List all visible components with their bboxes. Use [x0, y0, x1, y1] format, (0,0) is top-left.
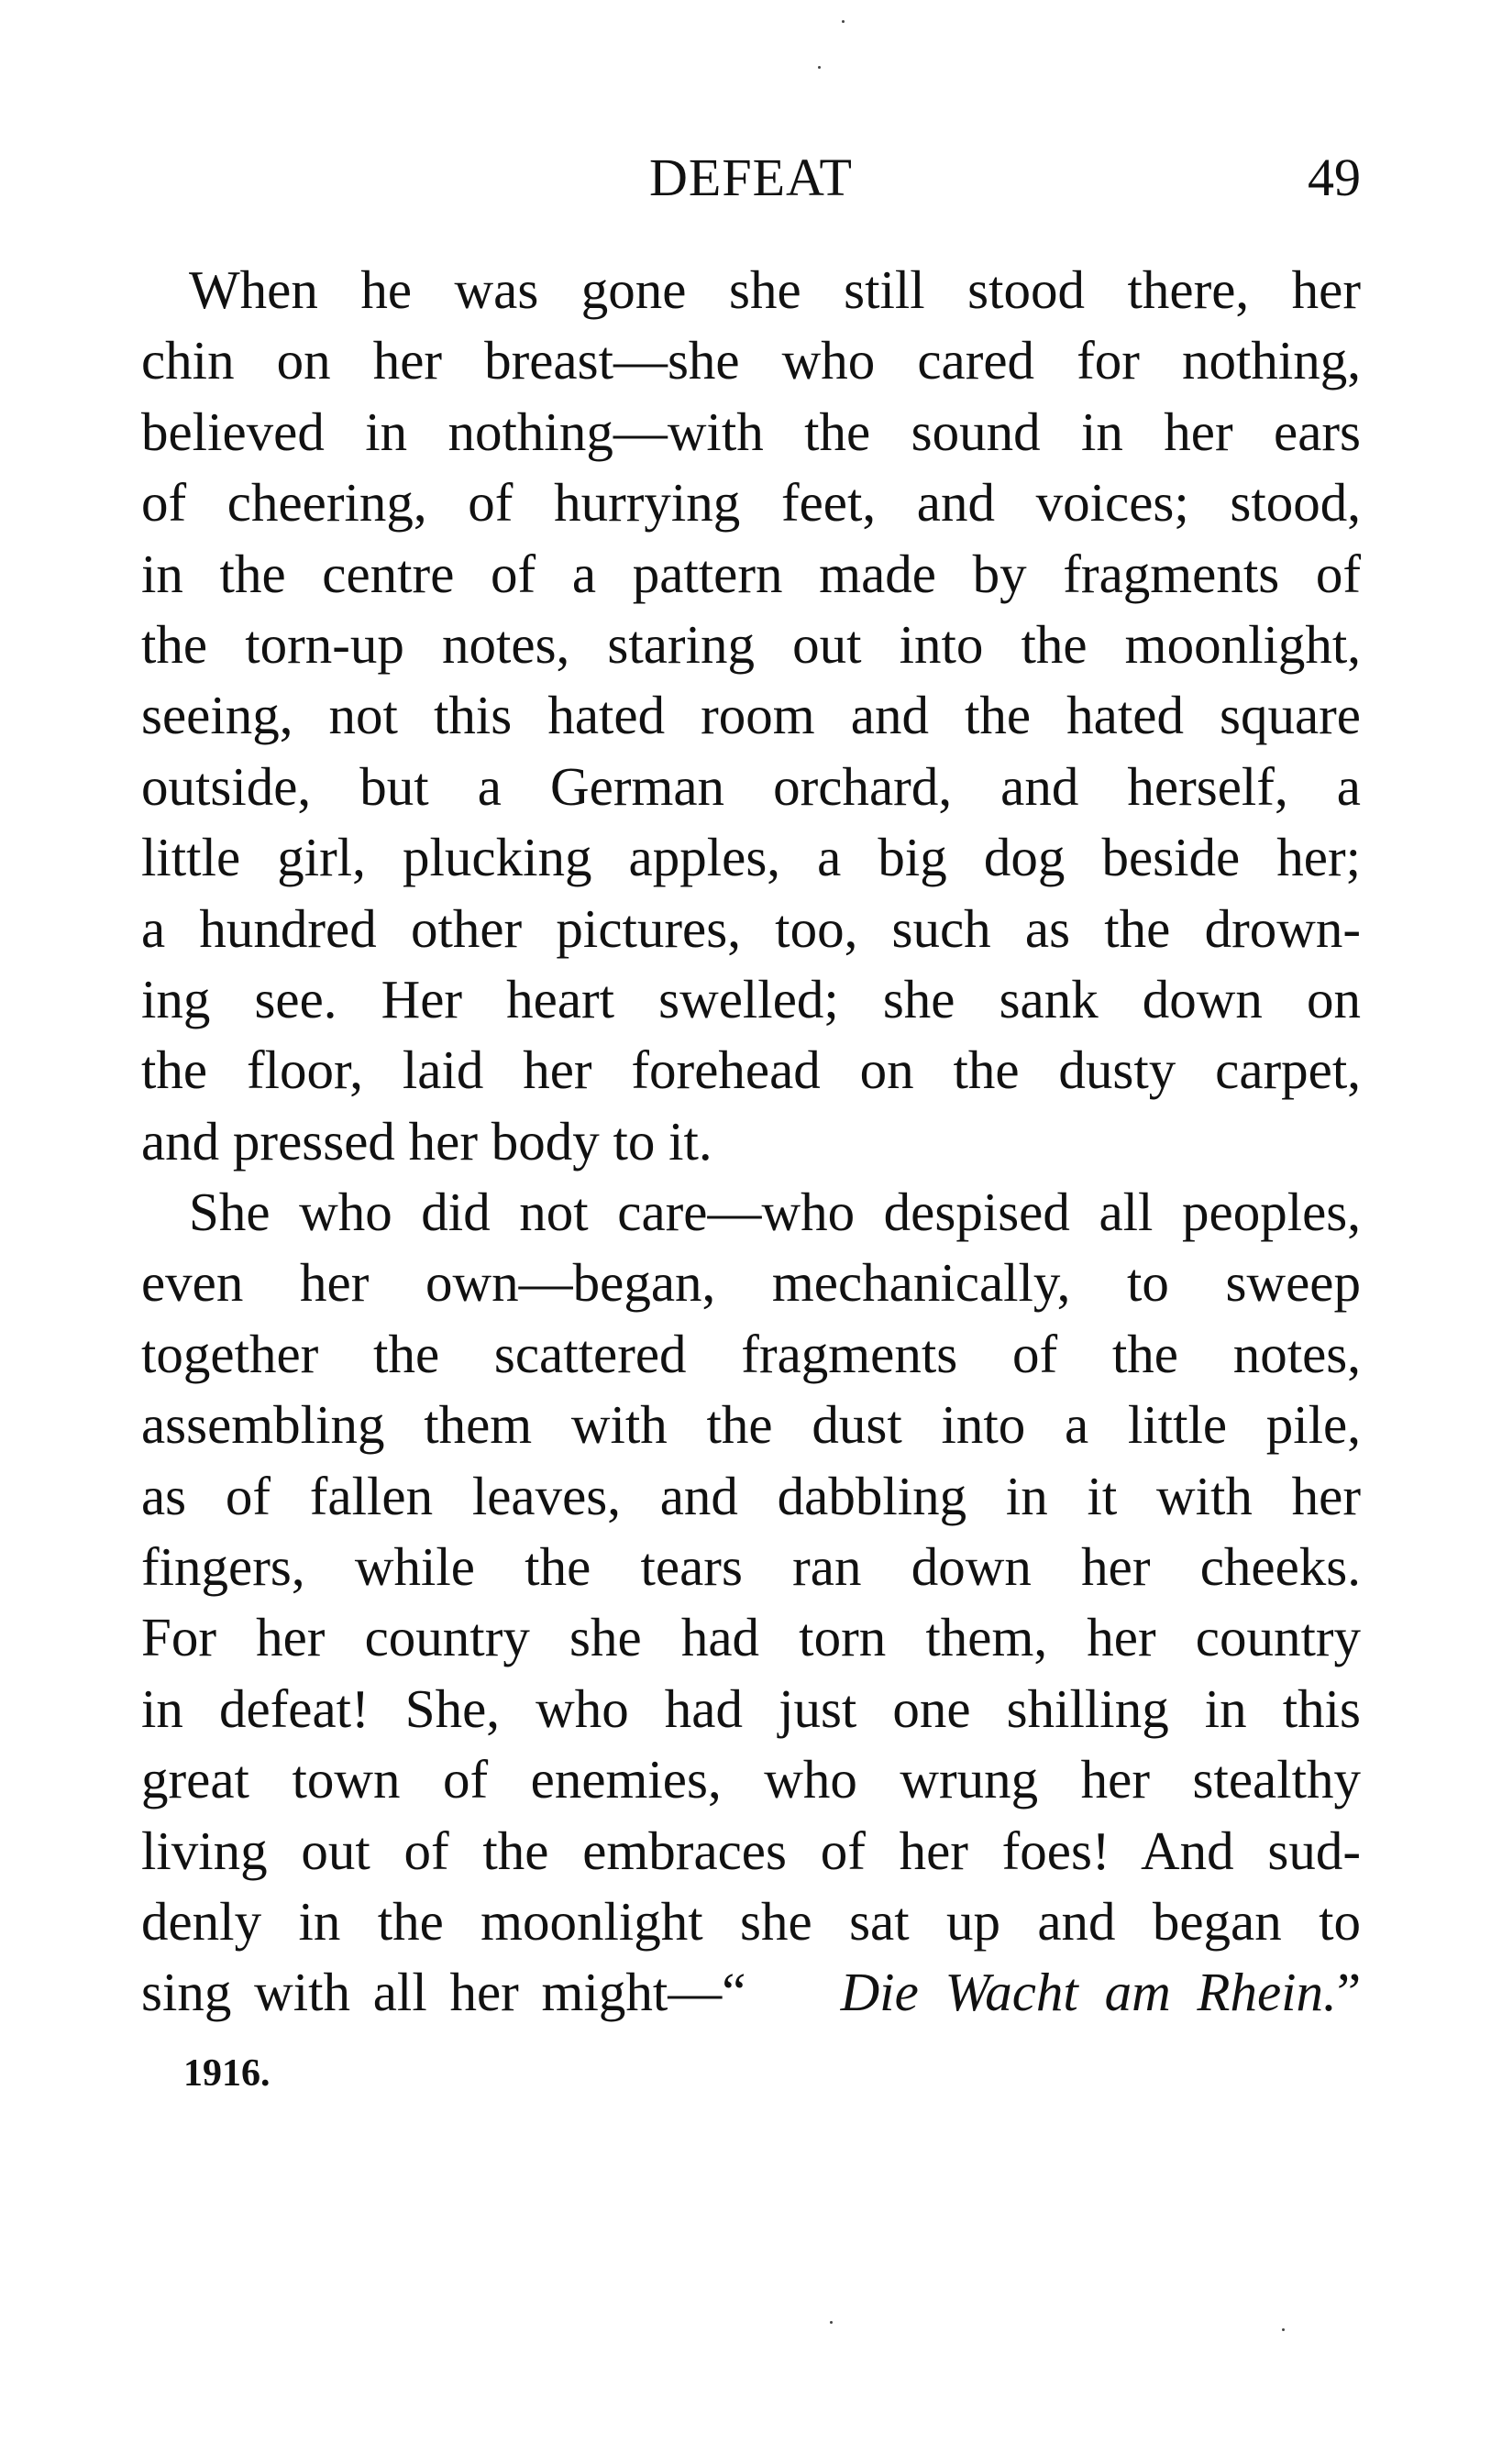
scan-speck — [830, 2321, 833, 2324]
song-title — [841, 1957, 1361, 2028]
text-line: of cheering, of hurrying feet, and voices; stood, — [141, 472, 1361, 534]
text-line: living out of the embraces of her foes! And sud- — [141, 1820, 1361, 1881]
paragraph-2 — [141, 1177, 1361, 2029]
text-line: ing see. Her heart swelled; she sank down on — [141, 968, 1361, 1029]
body-text — [141, 255, 1361, 2029]
text-line: seeing, not this hated room and the hated square — [141, 685, 1361, 746]
text-line: outside, but a German orchard, and herself, a — [141, 755, 1361, 817]
text-line: even her own—began, mechanically, to sweep — [141, 1252, 1361, 1314]
text-line: as of fallen leaves, and dabbling in it with her — [141, 1465, 1361, 1526]
text-line: assembling them with the dust into a little pile, — [141, 1394, 1361, 1456]
closing-quote: ” — [1336, 1962, 1361, 2023]
text-line: together the scattered fragments of the notes, — [141, 1323, 1361, 1384]
scan-speck — [1282, 2328, 1285, 2331]
paragraph-1 — [141, 255, 1361, 1177]
text-words: sing with all her might—“ — [141, 1962, 746, 2023]
page-number: 49 — [1308, 148, 1361, 207]
text-line: and pressed her body to it. — [141, 1110, 712, 1172]
text-line: the torn-up notes, staring out into the moonlight, — [141, 613, 1361, 675]
text-line: When he was gone she still stood there, her — [189, 259, 1361, 320]
text-segment — [141, 1957, 828, 2028]
text-line: in defeat! She, who had just one shilling in this — [141, 1678, 1361, 1739]
text-line: in the centre of a pattern made by fragments of — [141, 543, 1361, 604]
song-title-italic: Die Wacht am Rhein. — [840, 1962, 1337, 2023]
text-line: fingers, while the tears ran down her cheeks. — [141, 1536, 1361, 1598]
page-header — [141, 147, 1361, 211]
text-line: great town of enemies, who wrung her stealthy — [141, 1749, 1361, 1810]
text-line: chin on her breast—she who cared for nothing, — [141, 330, 1361, 391]
scan-speck — [818, 66, 821, 69]
text-line: believed in nothing—with the sound in her ears — [141, 401, 1361, 462]
text-line: denly in the moonlight she sat up and began to — [141, 1890, 1361, 1952]
text-line: little girl, plucking apples, a big dog beside her; — [141, 827, 1361, 888]
date-footnote: 1916. — [183, 2052, 271, 2095]
text-line: a hundred other pictures, too, such as the drown- — [141, 897, 1361, 959]
scan-speck — [842, 20, 845, 23]
text-line: She who did not care—who despised all peoples, — [189, 1182, 1361, 1243]
running-title: DEFEAT — [649, 148, 853, 207]
final-text-line — [141, 1957, 1361, 2028]
text-line: For her country she had torn them, her country — [141, 1607, 1361, 1668]
text-line: the floor, laid her forehead on the dusty carpet, — [141, 1040, 1361, 1101]
